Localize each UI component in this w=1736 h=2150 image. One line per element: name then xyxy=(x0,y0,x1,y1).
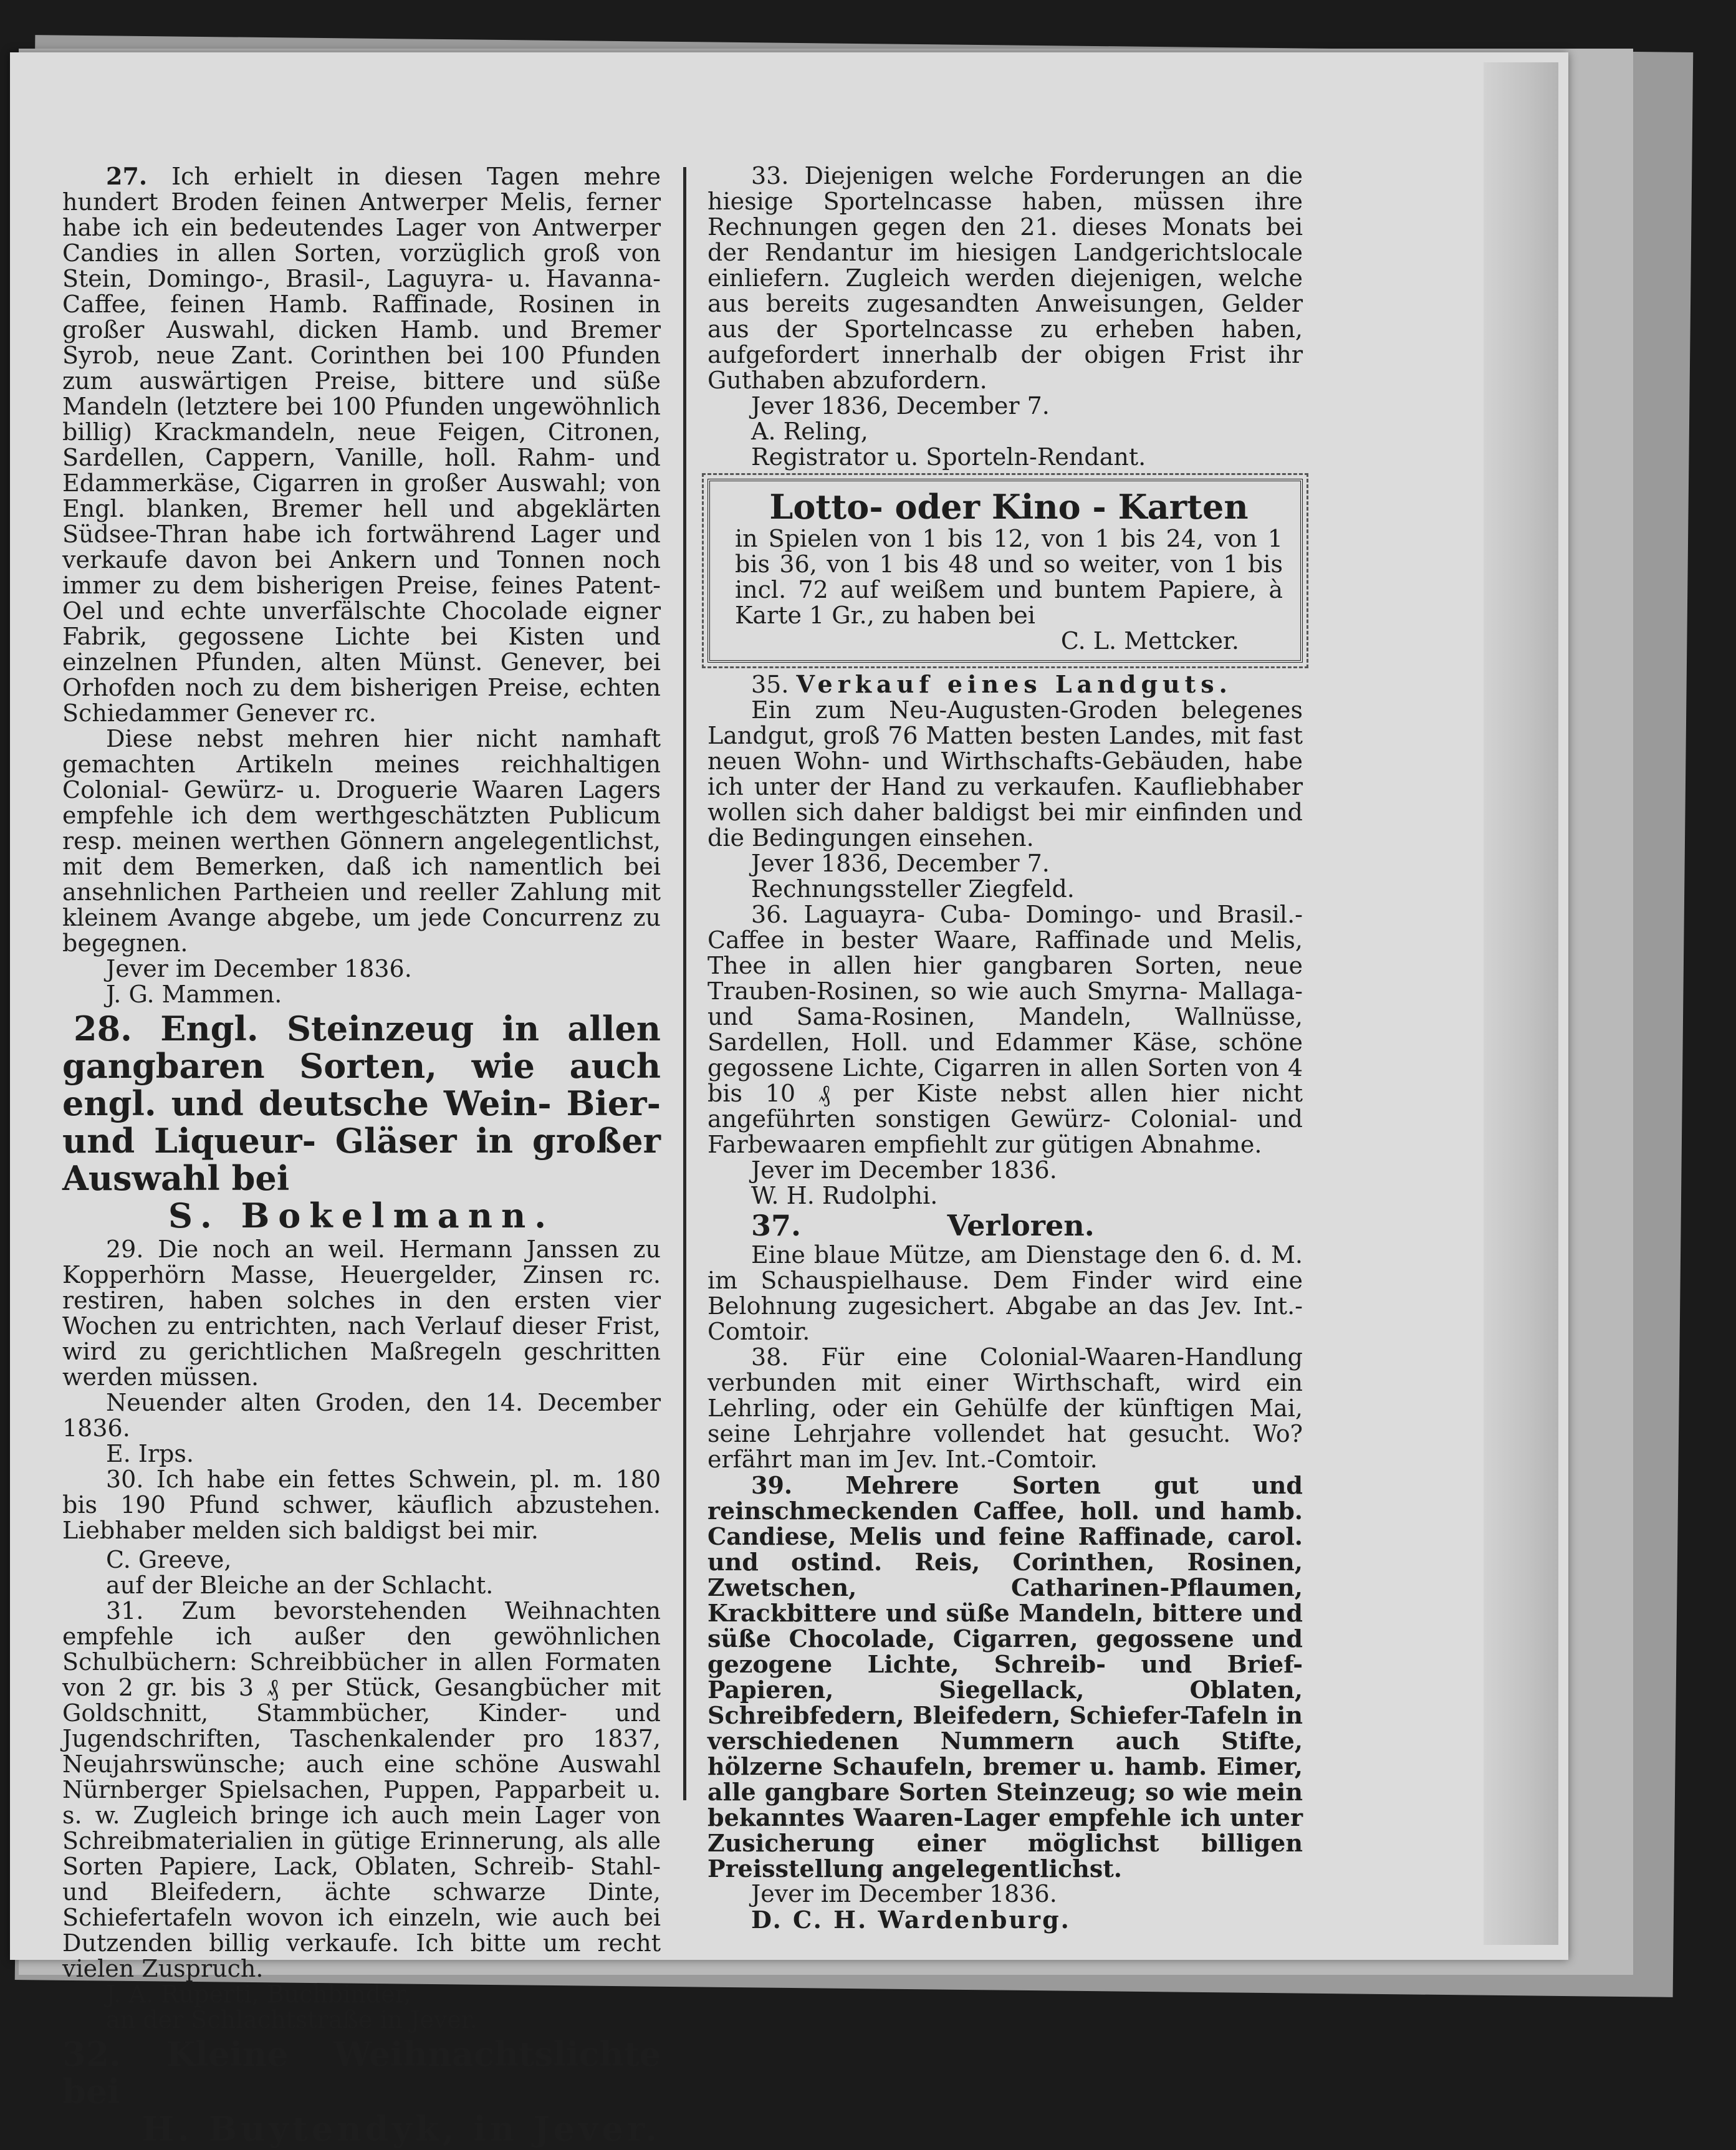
ad-35-heading xyxy=(707,671,1303,698)
ad-27 xyxy=(62,163,661,1007)
ad-38 xyxy=(707,1345,1303,1472)
ad-38-body xyxy=(707,1345,1303,1472)
ad-32 xyxy=(62,2035,661,2148)
ad-30 xyxy=(62,1467,661,1598)
ad-number: 38. xyxy=(751,1343,789,1371)
ad-36-place: Jever im December 1836. xyxy=(751,1156,1057,1184)
ad-31-signature: J. A. Ruperti, Buchbinder, xyxy=(106,1980,411,2008)
ad-27-body-2: Diese nebst mehren hier nicht namhaft gemachten Artikeln meines reichhaltigen Colonial- Gewürz- u. Droguerie Waaren Lagers empfehle ich dem werthgeschätzten Publicum resp. meinen werthen Gönnern angelegentlichst, mit dem Bemerken, daß ich namentlich bei ansehnlichen Partheien und reeller Zahlung mit kleinem Avange abgebe, um jede Concurrenz zu begegnen. xyxy=(62,725,661,957)
ad-number: 37. xyxy=(751,1209,802,1242)
lotto-title: Lotto- oder Kino - Karten xyxy=(769,487,1249,527)
ad-number: 28. xyxy=(74,1009,132,1049)
ad-35 xyxy=(707,671,1303,902)
ad-39 xyxy=(707,1472,1303,1932)
ad-number: 35. xyxy=(751,671,789,698)
ad-number: 31. xyxy=(106,1597,144,1624)
ad-text: Mehrere Sorten gut und reinschmeckenden Caffee, holl. und hamb. Candiese, Melis und feine Raffinade, carol. und ostind. Reis, Corinthen, Rosinen, Zwetschen, Catharinen-Pflaumen, Krackbittere und süße Mandeln, bittere und süße Chocolade, Cigarren, gegossene und gezogene Lichte, Schreib- und Brief-Papieren, Siegellack, Oblaten, Schreibfedern, Bleifedern, Schiefer-Tafeln in verschiedenen Nummern auch Stifte, hölzerne Schaufeln, bremer u. hamb. Eimer, alle gangbare Sorten Steinzeug; so wie mein bekanntes Waaren-Lager empfehle ich unter Zusicherung einer möglichst billigen Preisstellung angelegentlichst. xyxy=(707,1471,1303,1883)
ad-number: 29. xyxy=(106,1236,144,1263)
ad-number: 30. xyxy=(106,1466,144,1493)
ad-31-body xyxy=(62,1598,661,1982)
ad-37-body: Eine blaue Mütze, am Dienstage den 6. d. M. im Schauspielhause. Dem Finder wird eine Belohnung zugesichert. Abgabe an das Jev. Int.-Comtoir. xyxy=(707,1241,1303,1345)
ad-29 xyxy=(62,1237,661,1467)
ad-30-signature-address: auf der Bleiche an der Schlacht. xyxy=(106,1572,494,1599)
ad-37-heading xyxy=(707,1209,1303,1242)
ad-39-place: Jever im December 1836. xyxy=(751,1880,1057,1908)
ad-28-body xyxy=(62,1010,661,1197)
ad-35-signature: Rechnungssteller Ziegfeld. xyxy=(751,875,1075,903)
ad-27-body xyxy=(62,163,661,726)
column-divider xyxy=(683,167,686,1800)
ad-title: Verkauf eines Landguts. xyxy=(796,670,1232,698)
ad-33-signature-title: Registrator u. Sporteln-Rendant. xyxy=(751,443,1146,471)
ad-number: 36. xyxy=(751,901,789,928)
ad-37 xyxy=(707,1209,1303,1345)
ad-30-signature: C. Greeve, xyxy=(106,1546,232,1573)
ad-29-place: Neuender alten Groden, den 14. December 1836. xyxy=(62,1389,661,1442)
ad-text: Diejenigen welche Forderungen an die hiesige Sportelncasse haben, müssen ihre Rechnungen gegen den 21. dieses Monats bei der Rendantur im hiesigen Landgerichtslocale einliefern. Zugleich werden diejenigen, welche aus bereits zugesandten Anweisungen, Gelder aus der Sportelncasse zu erheben haben, aufgefordert innerhalb der obigen Frist ihr Guthaben abzufordern. xyxy=(707,162,1303,394)
ad-27-signature: J. G. Mammen. xyxy=(106,981,282,1008)
ad-33 xyxy=(707,163,1303,470)
ad-text: Für eine Colonial-Waaren-Handlung verbunden mit einer Wirthschaft, wird ein Lehrling, oder ein Gehülfe der künftigen Mai, seine Lehrjahre vollendet hat gesucht. Wo? erfährt man im Jev. Int.-Comtoir. xyxy=(707,1343,1303,1473)
ad-36-signature: W. H. Rudolphi. xyxy=(751,1182,938,1209)
ad-27-place: Jever im December 1836. xyxy=(106,955,412,982)
lotto-signature: C. L. Mettcker. xyxy=(1060,627,1239,655)
left-column xyxy=(62,163,661,2150)
ad-36-body xyxy=(707,902,1303,1158)
ad-35-body: Ein zum Neu-Augusten-Groden belegenes Landgut, groß 76 Matten besten Landes, mit fast neuen Wohn- und Wirthschafts-Gebäuden, habe ich unter der Hand zu verkaufen. Kaufliebhaber wollen sich daher baldigst bei mir einfinden und die Bedingungen einsehen. xyxy=(707,696,1303,852)
ad-number: 33. xyxy=(751,162,789,190)
ad-33-body xyxy=(707,163,1303,393)
ad-text: Zum bevorstehenden Weihnachten empfehle ich außer den gewöhnlichen Schulbüchern: Schreibbücher in allen Formaten von 2 gr. bis 3 ₰ per Stück, Gesangbücher mit Goldschnitt, Stammbücher, Kinder- und Jugendschriften, Taschenkalender pro 1837, Neujahrswünsche; auch eine schöne Auswahl Nürnberger Spielsachen, Puppen, Papparbeit u. s. w. Zugleich bringe ich auch mein Lager von Schreibmaterialien in gütige Erinnerung, als alle Sorten Papiere, Lack, Oblaten, Schreib- Stahl- und Bleifedern, ächte schwarze Dinte, Schiefertafeln wovon ich einzeln, wie auch bei Dutzenden billig verkaufe. Ich bitte um recht vielen Zuspruch. xyxy=(62,1597,661,1982)
ad-39-signature: D. C. H. Wardenburg. xyxy=(751,1906,1071,1934)
lotto-text: in Spielen von 1 bis 12, von 1 bis 24, von 1 bis 36, von 1 bis 48 und so weiter, von 1 bis incl. 72 auf weißem und buntem Papiere, à Karte 1 Gr., zu haben bei xyxy=(735,525,1283,629)
ad-35-place: Jever 1836, December 7. xyxy=(751,850,1050,877)
ad-32-signature: H. Buytendyk, in Jever. xyxy=(141,2109,661,2149)
ad-number: 32. xyxy=(62,2034,121,2074)
ad-text: Engl. Steinzeug in allen gangbaren Sorten, wie auch engl. und deutsche Wein- Bier- und Liqueur- Gläser in großer Auswahl bei xyxy=(62,1009,661,1198)
ad-30-body xyxy=(62,1467,661,1543)
ad-32-body xyxy=(62,2035,661,2110)
ad-31-signature-address: an der Schlachtstraße in Jever. xyxy=(106,2006,477,2033)
ad-text: Laguayra- Cuba- Domingo- und Brasil.-Caffee in bester Waare, Raffinade und Melis, Thee in allen hier gangbaren Sorten, neue Trauben-Rosinen, so wie auch Smyrna- Mallaga- und Sama-Rosinen, Mandeln, Wallnüsse, Sardellen, Holl. und Edammer Käse, schöne gegossene Lichte, Cigarren in allen Sorten von 4 bis 10 ₰ per Kiste nebst allen hier nicht angeführten sonstigen Gewürz- Colonial- und Farbewaaren empfiehlt zur gütigen Abnahme. xyxy=(707,901,1303,1158)
page-edge-shadow xyxy=(1484,62,1558,1945)
ad-number: 27. xyxy=(106,162,148,190)
ad-39-body xyxy=(707,1472,1303,1881)
ad-number: 39. xyxy=(751,1471,793,1499)
ad-28-signature: S. Bokelmann. xyxy=(168,1196,555,1236)
ad-29-signature: E. Irps. xyxy=(106,1440,194,1467)
ad-text: Kleine Weihnachtslichte bei xyxy=(62,2034,661,2111)
ad-31 xyxy=(62,1598,661,2033)
ad-28 xyxy=(62,1010,661,1234)
ad-text: Ich habe ein fettes Schwein, pl. m. 180 bis 190 Pfund schwer, käuflich abzustehen. Liebhaber melden sich baldigst bei mir. xyxy=(62,1466,661,1544)
ad-34-lotto-box xyxy=(707,479,1303,663)
ad-title: Verloren. xyxy=(947,1209,1095,1242)
right-column xyxy=(707,163,1303,1932)
ad-33-signature: A. Reling, xyxy=(751,418,868,445)
ad-text: Die noch an weil. Hermann Janssen zu Kopperhörn Masse, Heuergelder, Zinsen rc. restiren, haben solches in den ersten vier Wochen zu entrichten, nach Verlauf dieser Frist, wird zu gerichtlichen Maßregeln geschritten werden müssen. xyxy=(62,1236,661,1391)
ad-36 xyxy=(707,902,1303,1209)
ad-33-place: Jever 1836, December 7. xyxy=(751,392,1050,420)
ad-text: Ich erhielt in diesen Tagen mehre hundert Broden feinen Antwerper Melis, ferner habe ich ein bedeutendes Lager von Antwerper Candies in allen Sorten, vorzüglich groß von Stein, Domingo-, Brasil-, Laguyra- u. Havanna-Caffee, feinen Hamb. Raffinade, Rosinen in großer Auswahl, dicken Hamb. und Bremer Syrob, neue Zant. Corinthen bei 100 Pfunden zum auswärtigen Preise, bittere und süße Mandeln (letztere bei 100 Pfunden ungewöhnlich billig) Krackmandeln, neue Feigen, Citronen, Sardellen, Cappern, Vanille, holl. Rahm- und Edammerkäse, Cigarren in großer Auswahl; von Engl. blanken, Bremer hell und abgeklärten Südsee-Thran habe ich fortwährend Lager und verkaufe davon bei Ankern und Tonnen noch immer zu dem bisherigen Preise, feines Patent-Oel und echte unverfälschte Chocolade eigner Fabrik, gegossene Lichte bei Kisten und einzelnen Pfunden, alten Münst. Genever, bei Orhofden noch zu dem bisherigen Preise, echten Schiedammer Genever rc. xyxy=(62,163,661,727)
ad-29-body xyxy=(62,1237,661,1390)
